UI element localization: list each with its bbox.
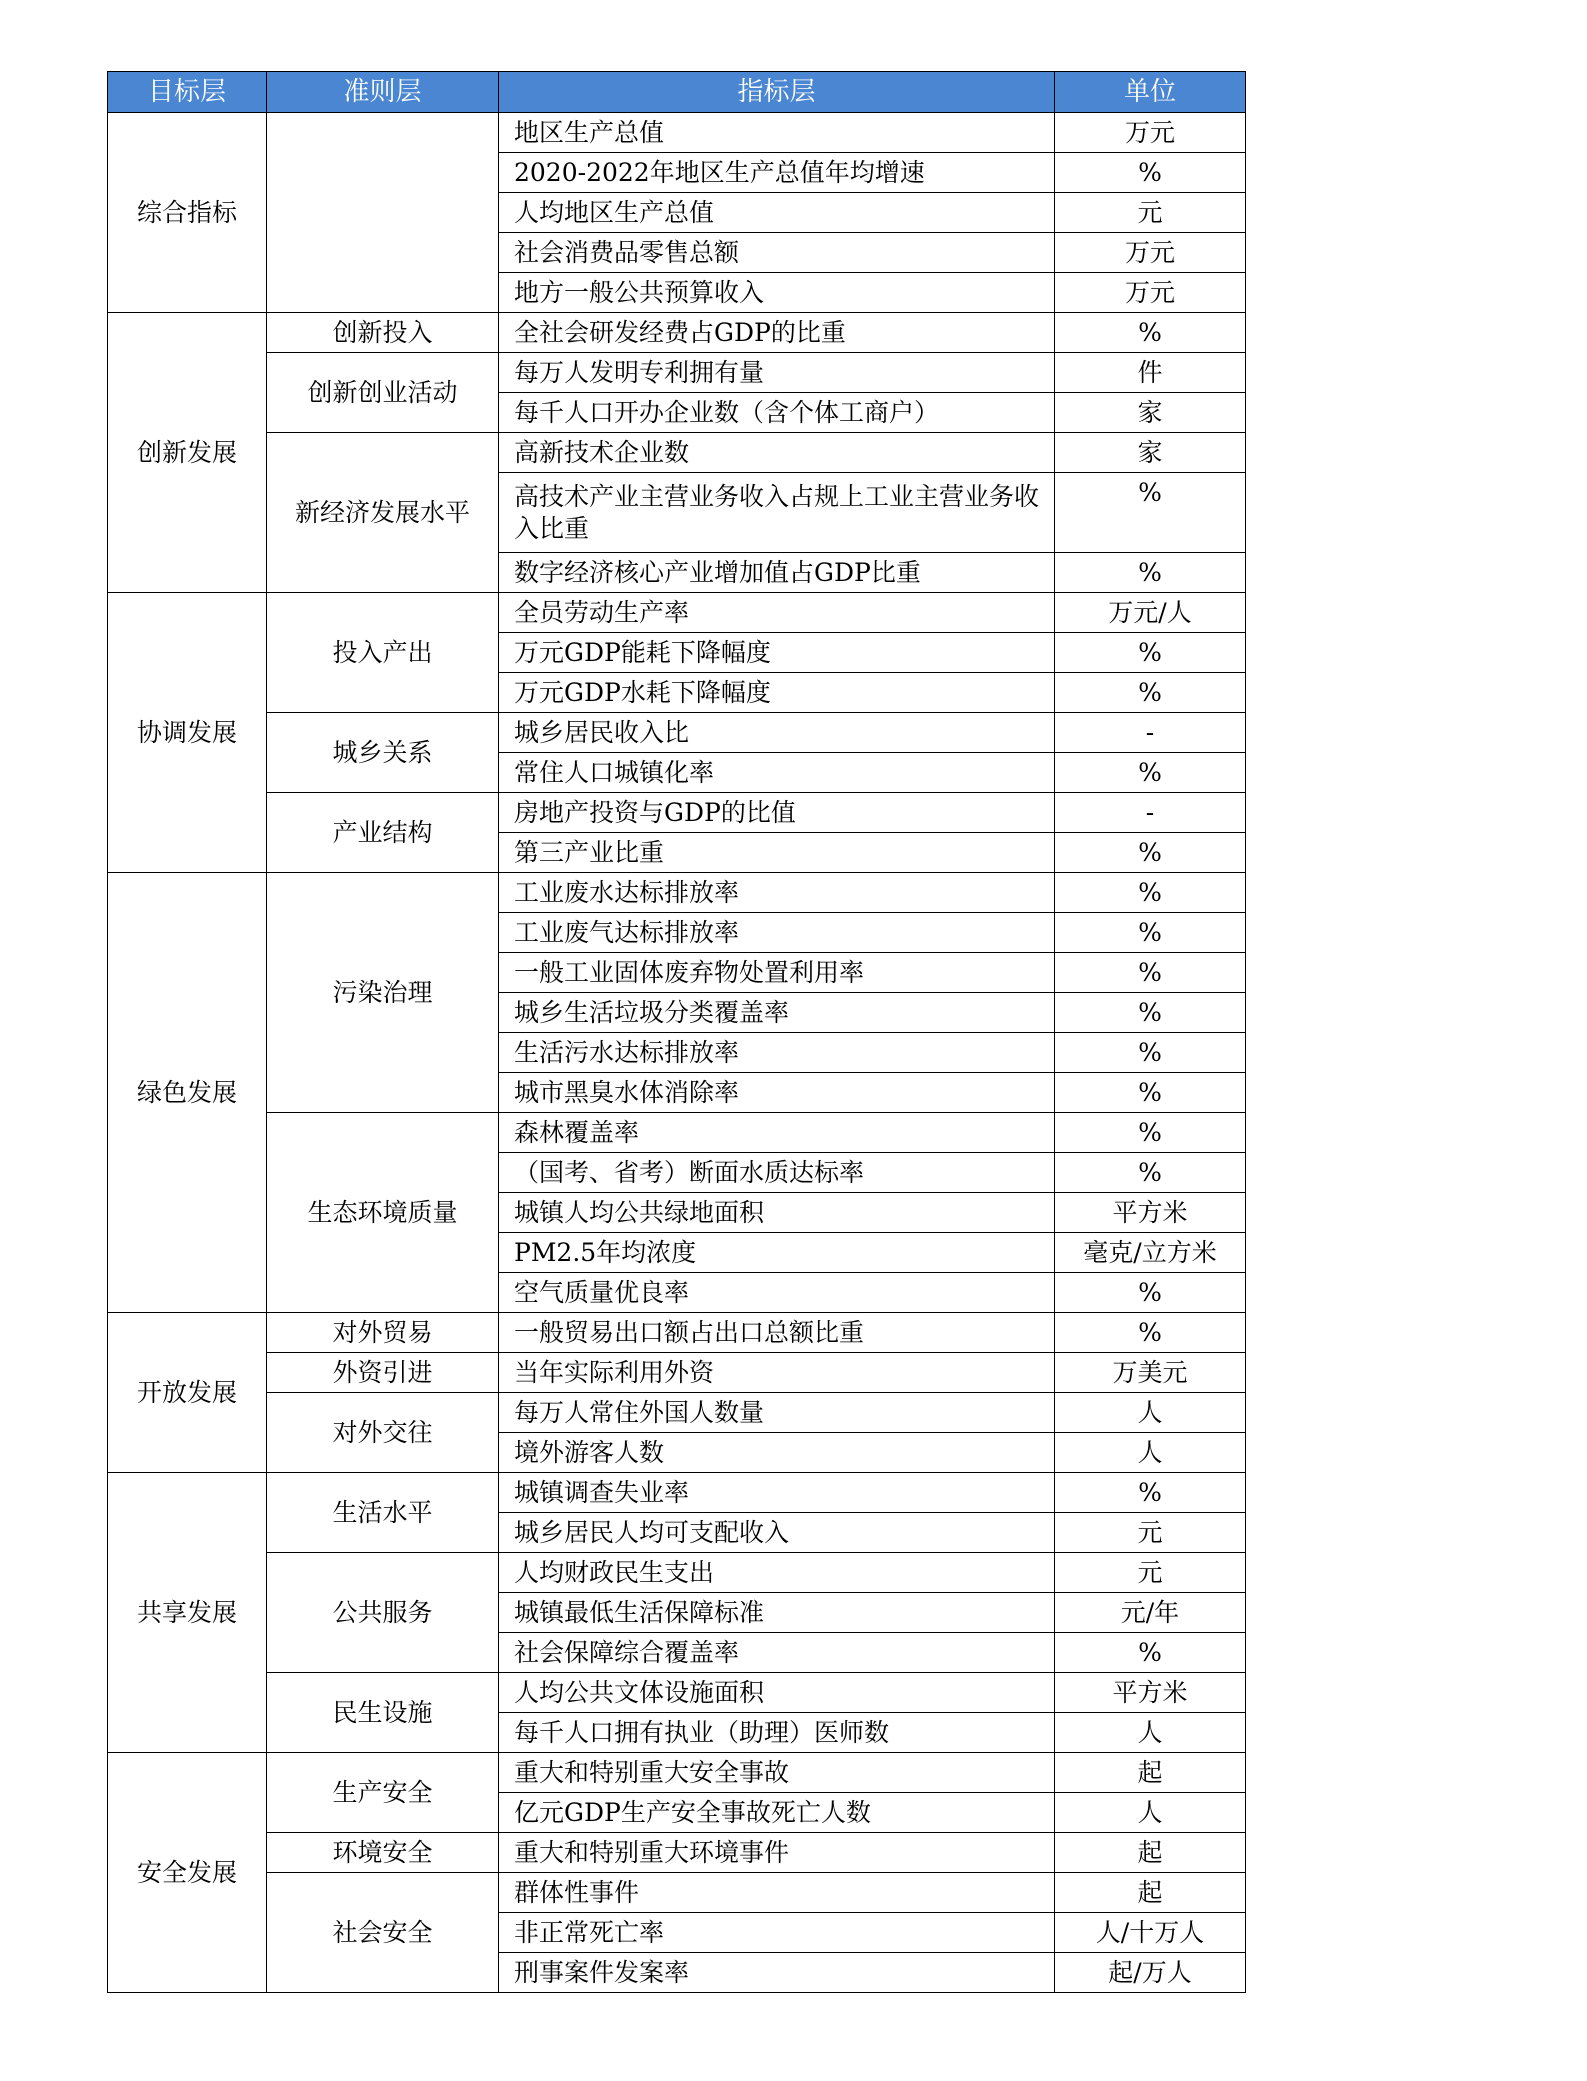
unit-cell: %: [1055, 953, 1246, 993]
goal-cell: 开放发展: [108, 1313, 267, 1473]
unit-cell: %: [1055, 633, 1246, 673]
unit-cell: 万元: [1055, 113, 1246, 153]
criterion-cell: 投入产出: [267, 593, 499, 713]
unit-cell: %: [1055, 473, 1246, 553]
unit-cell: 人: [1055, 1713, 1246, 1753]
unit-cell: %: [1055, 753, 1246, 793]
unit-cell: %: [1055, 1313, 1246, 1353]
indicator-cell: 一般工业固体废弃物处置利用率: [499, 953, 1055, 993]
unit-cell: -: [1055, 713, 1246, 753]
indicator-cell: 当年实际利用外资: [499, 1353, 1055, 1393]
criterion-cell: 新经济发展水平: [267, 433, 499, 593]
table-row: [108, 1873, 1246, 1913]
table-row: [108, 433, 1246, 473]
criterion-cell: 对外贸易: [267, 1313, 499, 1353]
unit-cell: 起/万人: [1055, 1953, 1246, 1993]
criterion-cell: 公共服务: [267, 1553, 499, 1673]
indicator-cell: 城镇人均公共绿地面积: [499, 1193, 1055, 1233]
indicator-cell: 地方一般公共预算收入: [499, 273, 1055, 313]
criterion-cell: 社会安全: [267, 1873, 499, 1993]
header-indicator: 指标层: [499, 72, 1055, 113]
unit-cell: 平方米: [1055, 1193, 1246, 1233]
unit-cell: %: [1055, 1633, 1246, 1673]
unit-cell: 起: [1055, 1833, 1246, 1873]
indicator-cell: 空气质量优良率: [499, 1273, 1055, 1313]
indicator-cell: 第三产业比重: [499, 833, 1055, 873]
unit-cell: %: [1055, 553, 1246, 593]
indicator-cell: 全员劳动生产率: [499, 593, 1055, 633]
indicator-cell: 高技术产业主营业务收入占规上工业主营业务收入比重: [499, 473, 1055, 553]
table-row: [108, 1393, 1246, 1433]
indicator-cell: 数字经济核心产业增加值占GDP比重: [499, 553, 1055, 593]
indicator-cell: 群体性事件: [499, 1873, 1055, 1913]
indicator-cell: 人均公共文体设施面积: [499, 1673, 1055, 1713]
criterion-cell: 生态环境质量: [267, 1113, 499, 1313]
table-row: [108, 1753, 1246, 1793]
table-row: [108, 873, 1246, 913]
unit-cell: 元: [1055, 193, 1246, 233]
indicator-cell: 重大和特别重大安全事故: [499, 1753, 1055, 1793]
indicator-cell: 万元GDP能耗下降幅度: [499, 633, 1055, 673]
unit-cell: 万元: [1055, 273, 1246, 313]
indicator-cell: 社会保障综合覆盖率: [499, 1633, 1055, 1673]
unit-cell: 起: [1055, 1873, 1246, 1913]
unit-cell: 平方米: [1055, 1673, 1246, 1713]
criterion-cell: 民生设施: [267, 1673, 499, 1753]
unit-cell: %: [1055, 313, 1246, 353]
indicator-cell: 地区生产总值: [499, 113, 1055, 153]
indicator-cell: 城镇调查失业率: [499, 1473, 1055, 1513]
table-row: [108, 353, 1246, 393]
table-row: [108, 1313, 1246, 1353]
indicator-cell: 非正常死亡率: [499, 1913, 1055, 1953]
indicator-cell: 亿元GDP生产安全事故死亡人数: [499, 1793, 1055, 1833]
indicator-cell: 常住人口城镇化率: [499, 753, 1055, 793]
indicator-cell: PM2.5年均浓度: [499, 1233, 1055, 1273]
indicator-cell: 每万人常住外国人数量: [499, 1393, 1055, 1433]
unit-cell: %: [1055, 913, 1246, 953]
unit-cell: -: [1055, 793, 1246, 833]
table-row: [108, 713, 1246, 753]
unit-cell: 人/十万人: [1055, 1913, 1246, 1953]
indicator-cell: 每千人口开办企业数（含个体工商户）: [499, 393, 1055, 433]
criterion-cell: 生产安全: [267, 1753, 499, 1833]
indicator-cell: 城市黑臭水体消除率: [499, 1073, 1055, 1113]
header-criterion: 准则层: [267, 72, 499, 113]
indicator-cell: 工业废水达标排放率: [499, 873, 1055, 913]
table-row: [108, 1833, 1246, 1873]
criterion-cell: 城乡关系: [267, 713, 499, 793]
unit-cell: 家: [1055, 393, 1246, 433]
indicator-cell: 城镇最低生活保障标准: [499, 1593, 1055, 1633]
indicator-cell: （国考、省考）断面水质达标率: [499, 1153, 1055, 1193]
indicator-cell: 重大和特别重大环境事件: [499, 1833, 1055, 1873]
header-row: [108, 72, 1246, 113]
table-row: [108, 1113, 1246, 1153]
goal-cell: 创新发展: [108, 313, 267, 593]
indicator-cell: 高新技术企业数: [499, 433, 1055, 473]
goal-cell: 绿色发展: [108, 873, 267, 1313]
table-row: [108, 1473, 1246, 1513]
indicator-cell: 房地产投资与GDP的比值: [499, 793, 1055, 833]
criterion-cell: 对外交往: [267, 1393, 499, 1473]
unit-cell: 毫克/立方米: [1055, 1233, 1246, 1273]
criterion-cell: 环境安全: [267, 1833, 499, 1873]
indicator-table: [107, 71, 1246, 1993]
unit-cell: %: [1055, 833, 1246, 873]
header-unit: 单位: [1055, 72, 1246, 113]
goal-cell: 共享发展: [108, 1473, 267, 1753]
criterion-cell: 创新投入: [267, 313, 499, 353]
indicator-cell: 城乡居民人均可支配收入: [499, 1513, 1055, 1553]
unit-cell: 万元: [1055, 233, 1246, 273]
indicator-cell: 一般贸易出口额占出口总额比重: [499, 1313, 1055, 1353]
indicator-cell: 人均财政民生支出: [499, 1553, 1055, 1593]
indicator-cell: 社会消费品零售总额: [499, 233, 1055, 273]
indicator-cell: 刑事案件发案率: [499, 1953, 1055, 1993]
unit-cell: %: [1055, 1033, 1246, 1073]
criterion-cell: 外资引进: [267, 1353, 499, 1393]
unit-cell: 万元/人: [1055, 593, 1246, 633]
indicator-cell: 森林覆盖率: [499, 1113, 1055, 1153]
goal-cell: 安全发展: [108, 1753, 267, 1993]
unit-cell: %: [1055, 1073, 1246, 1113]
table-row: [108, 1353, 1246, 1393]
indicator-cell: 工业废气达标排放率: [499, 913, 1055, 953]
unit-cell: 元/年: [1055, 1593, 1246, 1633]
unit-cell: %: [1055, 993, 1246, 1033]
indicator-cell: 城乡居民收入比: [499, 713, 1055, 753]
indicator-cell: 2020-2022年地区生产总值年均增速: [499, 153, 1055, 193]
table-row: [108, 593, 1246, 633]
table-row: [108, 113, 1246, 153]
indicator-cell: 生活污水达标排放率: [499, 1033, 1055, 1073]
unit-cell: 人: [1055, 1793, 1246, 1833]
header-goal: 目标层: [108, 72, 267, 113]
criterion-cell: 污染治理: [267, 873, 499, 1113]
indicator-cell: 每千人口拥有执业（助理）医师数: [499, 1713, 1055, 1753]
unit-cell: 元: [1055, 1513, 1246, 1553]
indicator-cell: 城乡生活垃圾分类覆盖率: [499, 993, 1055, 1033]
unit-cell: %: [1055, 1153, 1246, 1193]
unit-cell: 件: [1055, 353, 1246, 393]
unit-cell: %: [1055, 1113, 1246, 1153]
criterion-cell: 创新创业活动: [267, 353, 499, 433]
unit-cell: 人: [1055, 1393, 1246, 1433]
table-row: [108, 313, 1246, 353]
table-row: [108, 1673, 1246, 1713]
indicator-cell: 每万人发明专利拥有量: [499, 353, 1055, 393]
unit-cell: %: [1055, 673, 1246, 713]
unit-cell: 起: [1055, 1753, 1246, 1793]
indicator-cell: 境外游客人数: [499, 1433, 1055, 1473]
indicator-cell: 全社会研发经费占GDP的比重: [499, 313, 1055, 353]
criterion-cell: [267, 113, 499, 313]
goal-cell: 协调发展: [108, 593, 267, 873]
unit-cell: %: [1055, 1473, 1246, 1513]
unit-cell: %: [1055, 873, 1246, 913]
table-row: [108, 1553, 1246, 1593]
unit-cell: 元: [1055, 1553, 1246, 1593]
indicator-cell: 人均地区生产总值: [499, 193, 1055, 233]
indicator-cell: 万元GDP水耗下降幅度: [499, 673, 1055, 713]
unit-cell: %: [1055, 153, 1246, 193]
criterion-cell: 生活水平: [267, 1473, 499, 1553]
table-row: [108, 793, 1246, 833]
goal-cell: 综合指标: [108, 113, 267, 313]
criterion-cell: 产业结构: [267, 793, 499, 873]
unit-cell: 万美元: [1055, 1353, 1246, 1393]
unit-cell: 家: [1055, 433, 1246, 473]
unit-cell: %: [1055, 1273, 1246, 1313]
unit-cell: 人: [1055, 1433, 1246, 1473]
table-body: [108, 113, 1246, 1993]
